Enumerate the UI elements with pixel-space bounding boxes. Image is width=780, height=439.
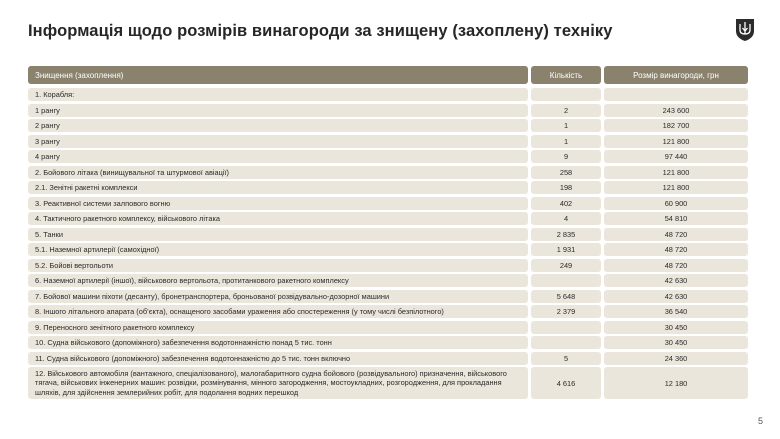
table-row bbox=[28, 181, 748, 194]
row-reward-cell bbox=[604, 88, 748, 101]
row-item-cell: 6. Наземної артилерії (іншої), військового вертольота, протитанкового ракетного комплексу bbox=[28, 274, 528, 287]
row-quantity-cell: 2 379 bbox=[531, 305, 601, 318]
row-quantity-cell bbox=[531, 321, 601, 334]
row-quantity-cell bbox=[531, 274, 601, 287]
row-reward-cell: 24 360 bbox=[604, 352, 748, 365]
table-row bbox=[28, 104, 748, 117]
row-reward-cell: 36 540 bbox=[604, 305, 748, 318]
page-number: 5 bbox=[758, 416, 764, 426]
table-row bbox=[28, 88, 748, 101]
row-item-cell: 4 рангу bbox=[28, 150, 528, 163]
row-quantity-cell: 9 bbox=[531, 150, 601, 163]
row-quantity-cell bbox=[531, 336, 601, 349]
table-row bbox=[28, 228, 748, 241]
row-quantity-cell: 2 bbox=[531, 104, 601, 117]
table-row bbox=[28, 290, 748, 303]
row-quantity-cell: 1 bbox=[531, 135, 601, 148]
row-item-cell: 3. Реактивної системи залпового вогню bbox=[28, 197, 528, 210]
row-reward-cell: 121 800 bbox=[604, 166, 748, 179]
row-item-cell: 3 рангу bbox=[28, 135, 528, 148]
row-reward-cell: 54 810 bbox=[604, 212, 748, 225]
row-item-cell: 2.1. Зенітні ракетні комплекси bbox=[28, 181, 528, 194]
header-item: Знищення (захоплення) bbox=[28, 66, 528, 84]
row-reward-cell: 121 800 bbox=[604, 181, 748, 194]
row-quantity-cell: 5 bbox=[531, 352, 601, 365]
table-row bbox=[28, 321, 748, 334]
row-quantity-cell bbox=[531, 88, 601, 101]
table-row bbox=[28, 150, 748, 163]
table-row bbox=[28, 135, 748, 148]
table-row bbox=[28, 305, 748, 318]
row-reward-cell: 48 720 bbox=[604, 243, 748, 256]
row-item-cell: 7. Бойової машини піхоти (десанту), бронетранспортера, броньованої розвідувально-дозорної машини bbox=[28, 290, 528, 303]
trident-shield-icon bbox=[734, 18, 756, 42]
row-quantity-cell: 5 648 bbox=[531, 290, 601, 303]
row-item-cell: 11. Судна військового (допоміжного) забезпечення водотоннажністю до 5 тис. тонн включно bbox=[28, 352, 528, 365]
row-reward-cell: 243 600 bbox=[604, 104, 748, 117]
table-row bbox=[28, 367, 748, 399]
row-reward-cell: 30 450 bbox=[604, 336, 748, 349]
row-reward-cell: 42 630 bbox=[604, 290, 748, 303]
row-reward-cell: 12 180 bbox=[604, 367, 748, 399]
row-item-cell: 2 рангу bbox=[28, 119, 528, 132]
page-title: Інформація щодо розмірів винагороди за знищену (захоплену) техніку bbox=[28, 22, 613, 40]
row-item-cell: 10. Судна військового (допоміжного) забезпечення водотоннажністю понад 5 тис. тонн bbox=[28, 336, 528, 349]
row-quantity-cell: 1 931 bbox=[531, 243, 601, 256]
table-header-row bbox=[28, 66, 748, 84]
row-item-cell: 5.1. Наземної артилерії (самохідної) bbox=[28, 243, 528, 256]
row-item-cell: 1. Корабля: bbox=[28, 88, 528, 101]
table-row bbox=[28, 336, 748, 349]
header-quantity: Кількість bbox=[531, 66, 601, 84]
table-row bbox=[28, 212, 748, 225]
table-row bbox=[28, 166, 748, 179]
table-row bbox=[28, 274, 748, 287]
row-reward-cell: 97 440 bbox=[604, 150, 748, 163]
row-item-cell: 8. Іншого літального апарата (об’єкта), оснащеного засобами ураження або спостереження (у тому числі безпілотного) bbox=[28, 305, 528, 318]
row-quantity-cell: 2 835 bbox=[531, 228, 601, 241]
table-row bbox=[28, 197, 748, 210]
header-reward: Розмір винагороди, грн bbox=[604, 66, 748, 84]
row-reward-cell: 182 700 bbox=[604, 119, 748, 132]
row-item-cell: 5.2. Бойові вертольоти bbox=[28, 259, 528, 272]
row-reward-cell: 48 720 bbox=[604, 228, 748, 241]
table-row bbox=[28, 243, 748, 256]
row-quantity-cell: 402 bbox=[531, 197, 601, 210]
row-reward-cell: 42 630 bbox=[604, 274, 748, 287]
row-quantity-cell: 4 616 bbox=[531, 367, 601, 399]
row-item-cell: 1 рангу bbox=[28, 104, 528, 117]
row-item-cell: 2. Бойового літака (винищувальної та штурмової авіації) bbox=[28, 166, 528, 179]
row-item-cell: 12. Військового автомобіля (вантажного, спеціалізованого), малогабаритного судна бойового (розвідувального) призначення, військового тягача, військових інженерних машин: розвідки, розмінування, мінного загородження, мостоукладних, розгородження, для прокладання шляхів, для здійснення землерийних робіт, для подолання водних перешкод bbox=[28, 367, 528, 399]
reward-table bbox=[28, 66, 748, 402]
row-quantity-cell: 198 bbox=[531, 181, 601, 194]
row-item-cell: 9. Переносного зенітного ракетного комплексу bbox=[28, 321, 528, 334]
row-item-cell: 5. Танки bbox=[28, 228, 528, 241]
table-row bbox=[28, 119, 748, 132]
row-reward-cell: 48 720 bbox=[604, 259, 748, 272]
row-reward-cell: 121 800 bbox=[604, 135, 748, 148]
row-quantity-cell: 1 bbox=[531, 119, 601, 132]
table-row bbox=[28, 259, 748, 272]
table-row bbox=[28, 352, 748, 365]
row-quantity-cell: 258 bbox=[531, 166, 601, 179]
row-reward-cell: 60 900 bbox=[604, 197, 748, 210]
row-quantity-cell: 249 bbox=[531, 259, 601, 272]
row-reward-cell: 30 450 bbox=[604, 321, 748, 334]
row-item-cell: 4. Тактичного ракетного комплексу, військового літака bbox=[28, 212, 528, 225]
row-quantity-cell: 4 bbox=[531, 212, 601, 225]
